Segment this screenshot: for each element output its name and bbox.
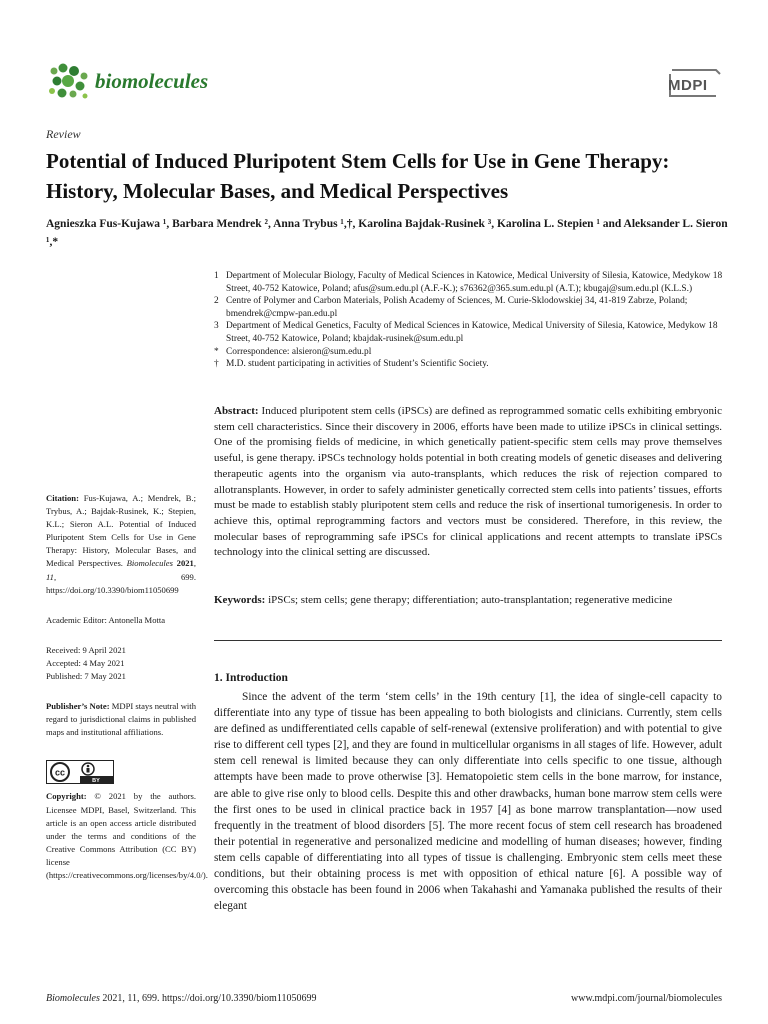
article-info-sidebar	[46, 492, 208, 882]
citation-text: Fus-Kujawa, A.; Mendrek, B.; Trybus, A.; Bajdak-Rusinek, K.; Stepien, K.L.; Sieron A.L. Potential of Induced Pluripotent Stem Cells for Use in Gene Therapy: History, Molecular Bases, and Medical Perspectives.	[46, 493, 196, 569]
received-date: Received: 9 April 2021	[46, 644, 126, 655]
affiliation-item	[214, 270, 726, 295]
cc-by-license-icon[interactable]	[46, 760, 114, 784]
academic-editor: Academic Editor: Antonella Motta	[46, 614, 166, 625]
copyright-label: Copyright:	[46, 791, 87, 802]
abstract	[214, 404, 722, 561]
keywords-text: iPSCs; stem cells; gene therapy; differentiation; auto-transplantation; regenerative medicine	[268, 594, 673, 606]
author-list: Agnieszka Fus-Kujawa ¹, Barbara Mendrek ², Anna Trybus ¹,†, Karolina Bajdak-Rusinek ³, Karolina L. Stepien ¹ and Aleksander L. Sieron ¹,*	[46, 218, 728, 248]
svg-text:BY: BY	[92, 778, 100, 785]
accepted-date: Accepted: 4 May 2021	[46, 657, 125, 668]
citation: Citation: Fus-Kujawa, A.; Mendrek, B.; Trybus, A.; Bajdak-Rusinek, K.; Stepien, K.L.; Sieron A.L. Potential of Induced Pluripotent Stem Cells for Use in Gene Therapy: History, Molecular Bases, and Medical Perspectives. Biomolecules 2021, 11, 699. https://doi.org/10.3390/biom11050699	[46, 493, 196, 595]
affiliation-list	[214, 270, 726, 371]
citation-label: Citation:	[46, 493, 79, 503]
abstract-text: Induced pluripotent stem cells (iPSCs) are defined as reprogrammed somatic cells exhibiting embryonic stem cell characteristics. Since their discovery in 2006, efforts have been made to utilize iPSCs in clinical settings. One of the promising fields of medicine, in which genetically patient-specific stem cells may prove themselves useful, is gene therapy. iPSCs technology holds potential in both creating models of genetic diseases and delivering therapeutic agents into the organism via auto-transplants, which reduces the risk of rejection compared to allotransplants. However, in order to safely administer genetically corrected stem cells into patients’ tissues, efforts must be made to establish stably pluripotent stem cells and reduce the risk of insertional tumorigenesis. In order to achieve this, optimal reprogramming factors and vectors must be considered. Therefore, in this review, the molecular bases of reprogramming safe iPSCs for clinical applications and recent attempts to translate iPSCs technology into the clinical setting are discussed.	[214, 405, 722, 559]
student-note-text: M.D. student participating in activities of Student’s Scientific Society.	[226, 359, 489, 370]
copyright	[46, 790, 208, 882]
journal-name: biomolecules	[95, 69, 209, 93]
published-date: Published: 7 May 2021	[46, 671, 126, 682]
biomolecules-logo-icon	[46, 62, 90, 102]
citation-doi-link[interactable]: 699. https://doi.org/10.3390/biom11050699	[46, 571, 196, 595]
keywords	[214, 593, 722, 609]
publisher-note	[46, 700, 196, 739]
affiliation-text: Department of Molecular Biology, Faculty of Medical Sciences in Katowice, Medical University of Silesia, Katowice, Medykow 18 Street, 40-752 Katowice, Poland; afus@sum.edu.pl (A.F.-K.); s76362@365.sum.edu.pl (A.T.); kbugaj@sum.edu.pl (K.L.S.)	[226, 271, 723, 294]
footer-journal-url[interactable]: www.mdpi.com/journal/biomolecules	[571, 993, 722, 1004]
keywords-label: Keywords:	[214, 594, 266, 606]
affiliation-mark: 3	[214, 321, 219, 332]
affiliation-text: Centre of Polymer and Carbon Materials, Polish Academy of Sciences, M. Curie-Sklodowskiej 34, 41-819 Zabrze, Poland; bmendrek@cmpw-pan.edu.pl	[226, 296, 688, 319]
svg-text:cc: cc	[54, 767, 66, 778]
affiliation-text: Department of Medical Genetics, Faculty of Medical Sciences in Katowice, Medical University of Silesia, Katowice, Medykow 18 Street, 40-752 Katowice, Poland; kbajdak-rusinek@sum.edu.pl	[226, 321, 718, 344]
footer-citation-text[interactable]: 2021, 11, 699. https://doi.org/10.3390/biom11050699	[102, 993, 317, 1004]
article-title: Potential of Induced Pluripotent Stem Cells for Use in Gene Therapy: History, Molecular Bases, and Medical Perspectives	[46, 149, 670, 203]
article-type: Review	[46, 127, 81, 141]
affiliation-mark: 1	[214, 271, 219, 281]
copyright-text: © 2021 by the authors. Licensee MDPI, Basel, Switzerland. This article is an open access article distributed under the terms and conditions of the Creative Commons Attribution (CC BY) license (https://creativecommons.org/licenses/by/4.0/).	[46, 791, 208, 880]
publisher-note-text: MDPI stays neutral with regard to jurisdictional claims in published maps and institutional affiliations.	[46, 701, 196, 738]
affiliation-mark: 2	[214, 296, 219, 307]
affiliation-item	[214, 320, 726, 345]
footer-journal: Biomolecules	[46, 993, 100, 1004]
publisher-note-label: Publisher’s Note:	[46, 701, 110, 712]
affiliation-mark: *	[214, 346, 219, 357]
citation-year: 2021	[176, 558, 194, 569]
citation-volume: 11	[46, 571, 54, 582]
affiliation-item	[214, 358, 726, 371]
section-heading: 1. Introduction	[214, 672, 288, 684]
correspondence-text: Correspondence: alsieron@sum.edu.pl	[226, 346, 372, 357]
introduction-text: Since the advent of the term ‘stem cells’ in the 19th century [1], the idea of single-cell capacity to differentiate into any type of tissue has been appealing to both biologists and clinicians. Currently, stem cells are defined as undifferentiated cells capable of self-renewal (extensive proliferation) and with potential to give rise to different cell types [2], and they are found in multicellular organisms in all stages of life. However, adult stem cell renewal is limited because they can only differentiate into cells specific to one tissue, although attempts have been made to prove otherwise [3]. Hematopoietic stem cells in the bone marrow, for instance, are able to give rise only to blood cells. Despite this and other drawbacks, human bone marrow stem cells were the first ones to be used in clinical practice back in 1957 [4] as bone marrow transplantation—now used frequently in the treatment of blood disorders [5]. The more recent focus of stem cell research has broadened their potential in regenerative and personalized medicine and modelling of human diseases; however, finding stem cells capable of differentiating into all types of tissue is challenging. Embryonic stem cells meet these conditions, but their obtaining process is met with opposition of ethical nature [6]. A possible way of overcoming this obstacle has been found in 2006 when Takahashi and Yamanaka published the results of their elegant	[214, 691, 722, 913]
section-divider	[214, 640, 722, 641]
citation-journal: Biomolecules	[126, 558, 173, 569]
affiliation-item	[214, 346, 726, 359]
affiliation-item	[214, 295, 726, 320]
affiliation-mark: †	[214, 359, 219, 370]
publisher-name: MDPI	[668, 77, 708, 94]
abstract-label: Abstract:	[214, 405, 259, 417]
footer-citation	[46, 993, 316, 1004]
